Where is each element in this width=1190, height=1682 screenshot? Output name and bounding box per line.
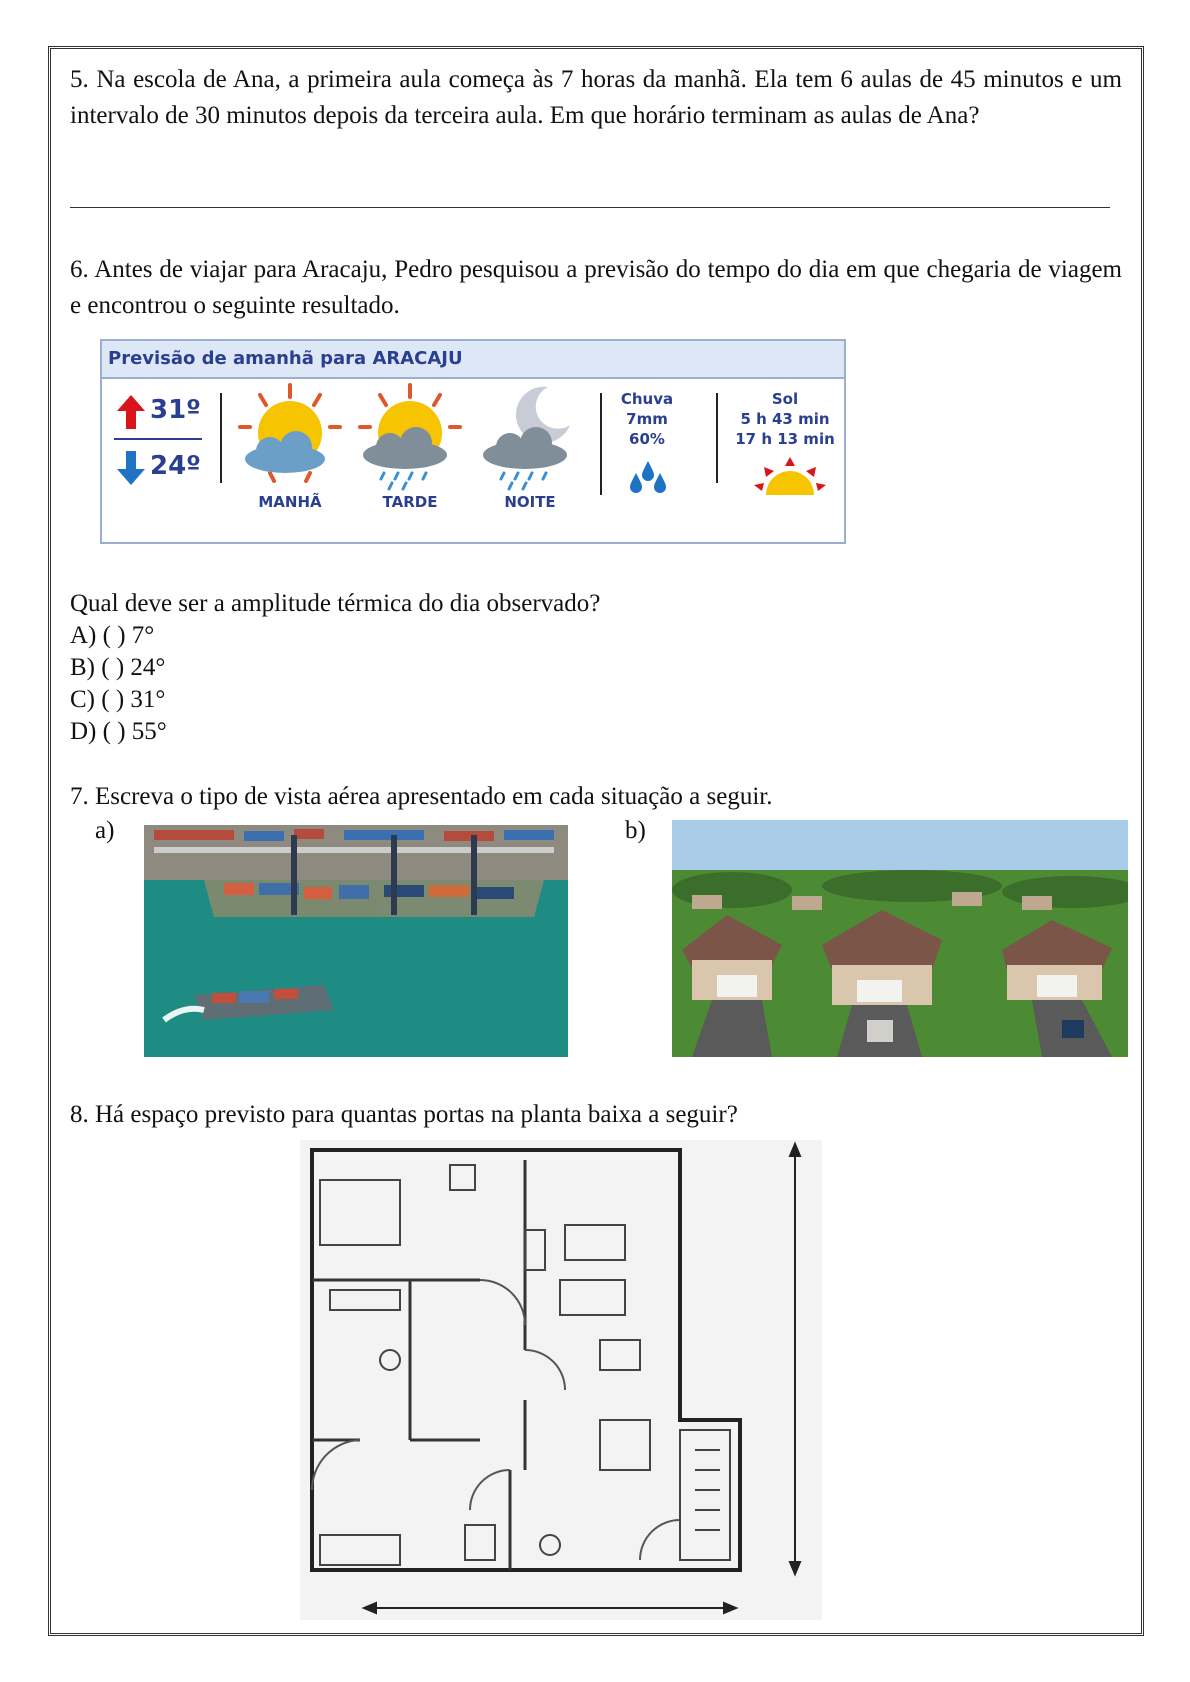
period-afternoon: TARDE: [382, 493, 438, 511]
period-night: NOITE: [504, 493, 556, 511]
sun-rain-icon: [350, 381, 470, 491]
option-c[interactable]: C) ( ) 31°: [70, 686, 166, 713]
option-b[interactable]: B) ( ) 24°: [70, 654, 166, 681]
sunrise-time: 5 h 43 min: [740, 410, 830, 428]
option-a[interactable]: A) ( ) 7°: [70, 622, 155, 649]
question-6-prompt: Qual deve ser a amplitude térmica do dia observado?: [70, 590, 601, 617]
period-morning: MANHÃ: [258, 493, 322, 511]
floor-plan-drawing: [300, 1140, 822, 1620]
separator: [600, 393, 602, 495]
separator: [716, 393, 718, 483]
label-a: a): [95, 817, 115, 844]
raindrops-icon: [628, 459, 668, 495]
weather-title: Previsão de amanhã para ARACAJU: [102, 341, 844, 379]
sunset-icon: [752, 457, 828, 497]
sun-cloud-icon: [230, 381, 350, 491]
arrow-up-icon: [116, 393, 146, 431]
question-6-text: 6. Antes de viajar para Aracaju, Pedro pesquisou a previsão do tempo do dia em que chegaria de viagem e encontrou o seguinte resultado.: [70, 256, 1122, 319]
question-8-text: 8. Há espaço previsto para quantas portas na planta baixa a seguir?: [70, 1101, 738, 1128]
separator: [220, 393, 222, 483]
arrow-down-icon: [116, 449, 146, 487]
max-temperature: 31º: [150, 395, 201, 425]
port-aerial-photo: [144, 825, 568, 1057]
sun-info: [730, 389, 840, 449]
weather-forecast-widget: [100, 339, 846, 544]
option-d[interactable]: D) ( ) 55°: [70, 718, 167, 745]
min-temperature: 24º: [150, 451, 201, 481]
question-7-text: 7. Escreva o tipo de vista aérea apresentado em cada situação a seguir.: [70, 783, 773, 810]
label-b: b): [625, 817, 646, 844]
moon-rain-icon: [470, 381, 590, 491]
rain-info: [612, 389, 682, 449]
sun-label: Sol: [771, 390, 799, 408]
rain-amount: 7mm: [626, 410, 668, 428]
rain-chance: 60%: [629, 430, 665, 448]
temperature-divider: [114, 438, 202, 440]
question-5-text: 5. Na escola de Ana, a primeira aula começa às 7 horas da manhã. Ela tem 6 aulas de 45 minutos e um intervalo de 30 minutos depois da terceira aula. Em que horário terminam as aulas de Ana?: [70, 66, 1122, 129]
answer-line-q5[interactable]: [70, 207, 1110, 208]
rain-label: Chuva: [620, 390, 674, 408]
houses-aerial-photo: [672, 820, 1128, 1057]
sunset-time: 17 h 13 min: [735, 430, 835, 448]
